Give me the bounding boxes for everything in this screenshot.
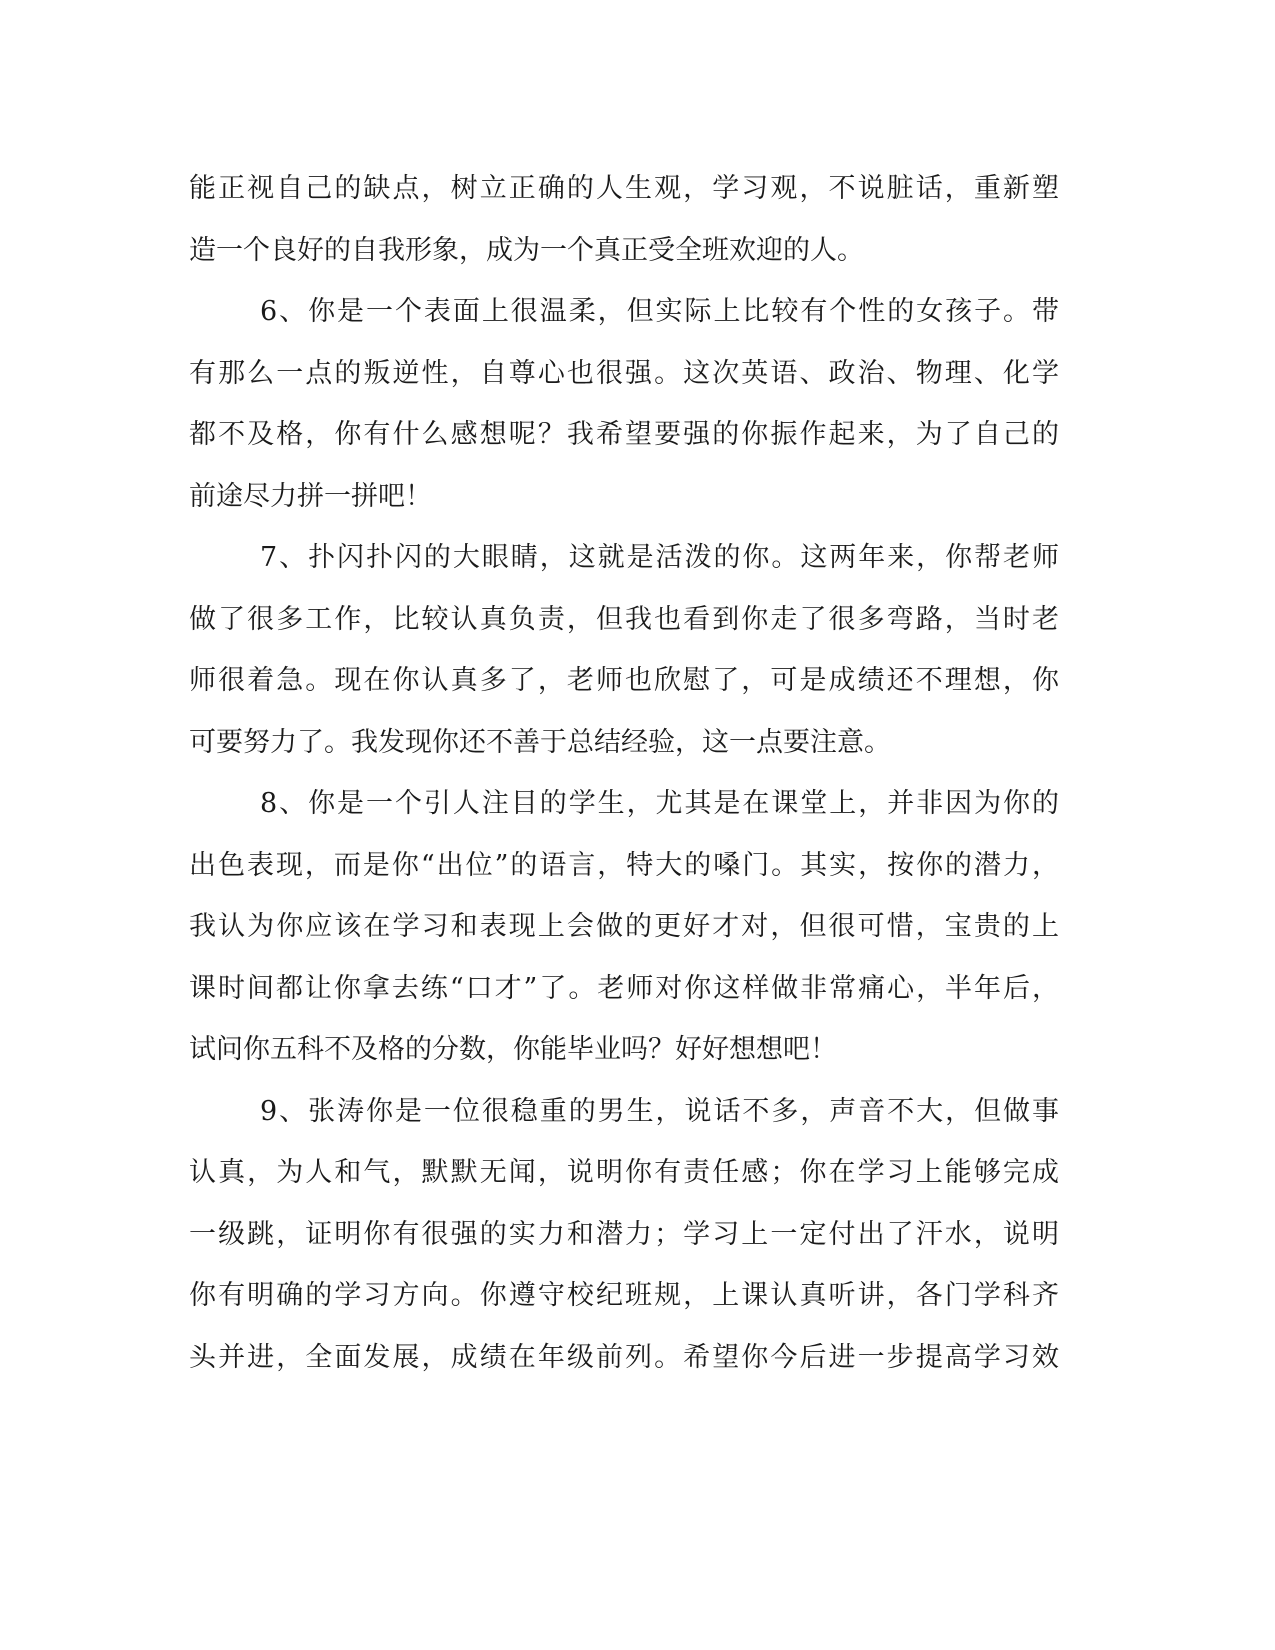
paragraph-first-line: 6、你是一个表面上很温柔，但实际上比较有个性的女孩子。带 [260, 296, 1059, 327]
document-body [189, 158, 1059, 1388]
text-line: 头并进，全面发展，成绩在年级前列。希望你今后进一步提高学习效 [189, 1341, 1059, 1373]
text-line: 你有明确的学习方向。你遵守校纪班规，上课认真听讲，各门学科齐 [189, 1280, 1059, 1311]
text-line: 我认为你应该在学习和表现上会做的更好才对，但很可惜，宝贵的上 [189, 911, 1059, 942]
text-line: 做了很多工作，比较认真负责，但我也看到你走了很多弯路，当时老 [189, 603, 1059, 635]
paragraph-first-line: 9、张涛你是一位很稳重的男生，说话不多，声音不大，但做事 [260, 1095, 1059, 1127]
text-line: 课时间都让你拿去练“口才”了。老师对你这样做非常痛心，半年后， [189, 972, 1059, 1004]
text-line: 能正视自己的缺点，树立正确的人生观，学习观，不说脏话，重新塑 [189, 173, 1059, 204]
text-line: 一级跳，证明你有很强的实力和潜力；学习上一定付出了汗水，说明 [189, 1218, 1059, 1250]
text-line: 造一个良好的自我形象，成为一个真正受全班欢迎的人。 [189, 234, 864, 266]
text-line: 出色表现，而是你“出位”的语言，特大的嗓门。其实，按你的潜力， [189, 849, 1059, 881]
text-line: 认真，为人和气，默默无闻，说明你有责任感；你在学习上能够完成 [189, 1157, 1059, 1188]
paragraph-first-line: 8、你是一个引人注目的学生，尤其是在课堂上，并非因为你的 [260, 788, 1059, 819]
text-line: 前途尽力拼一拼吧！ [189, 480, 432, 512]
text-line: 有那么一点的叛逆性，自尊心也很强。这次英语、政治、物理、化学 [189, 357, 1059, 389]
text-line: 都不及格，你有什么感想呢？我希望要强的你振作起来，为了自己的 [189, 419, 1059, 450]
text-line: 试问你五科不及格的分数，你能毕业吗？好好想想吧！ [189, 1034, 837, 1065]
text-line: 可要努力了。我发现你还不善于总结经验，这一点要注意。 [189, 726, 891, 758]
paragraph-first-line: 7、扑闪扑闪的大眼睛，这就是活泼的你。这两年来，你帮老师 [260, 542, 1059, 573]
text-line: 师很着急。现在你认真多了，老师也欣慰了，可是成绩还不理想，你 [189, 665, 1059, 696]
